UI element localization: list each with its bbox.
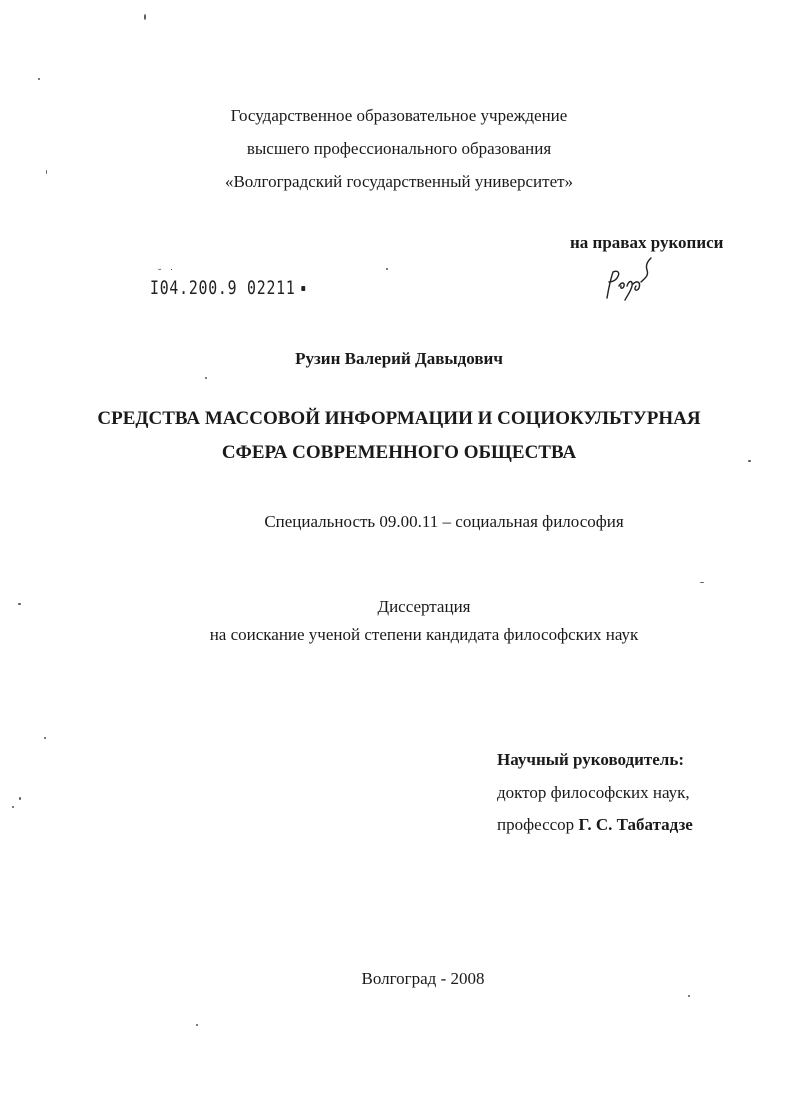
- library-stamp: [150, 277, 305, 299]
- institution-line-2: высшего профессионального образования: [246, 139, 552, 158]
- scan-speck: [386, 268, 388, 270]
- adviser-rank: профессор: [497, 815, 575, 834]
- manuscript-rights-note: на правах рукописи: [570, 233, 724, 252]
- signature-icon: [603, 256, 655, 302]
- scan-speck: [44, 737, 46, 739]
- scan-speck: [18, 603, 21, 605]
- scan-speck: [748, 460, 751, 462]
- place-year: Волгоград - 2008: [361, 969, 485, 988]
- institution-line-3: «Волгоградский государственный университет»: [224, 172, 574, 191]
- institution-line-1: Государственное образовательное учреждение: [230, 106, 568, 125]
- scan-speck: [205, 377, 207, 379]
- scan-speck: [12, 806, 14, 808]
- scan-speck: [19, 797, 21, 800]
- adviser-degree: доктор философских наук,: [497, 783, 690, 802]
- stamp-number: 04.200.9 02211: [159, 277, 296, 299]
- stamp-dot: [301, 286, 305, 291]
- scan-speck: [688, 995, 690, 997]
- stamp-mark: ˘ ˙: [158, 268, 177, 279]
- dissertation-label: Диссертация: [377, 597, 471, 616]
- adviser-rank-name: [497, 815, 693, 835]
- adviser-name: Г. С. Табатадзе: [578, 815, 693, 834]
- author-name: Рузин Валерий Давыдович: [295, 349, 503, 368]
- adviser-heading: Научный руководитель:: [497, 750, 684, 769]
- scan-speck: [144, 14, 146, 20]
- dissertation-title-line-2: СФЕРА СОВРЕМЕННОГО ОБЩЕСТВА: [221, 442, 577, 463]
- scan-speck: [196, 1024, 198, 1026]
- dissertation-title-line-1: СРЕДСТВА МАССОВОЙ ИНФОРМАЦИИ И СОЦИОКУЛЬТУРНАЯ: [97, 408, 701, 429]
- specialty-line: Специальность 09.00.11 – социальная философия: [264, 512, 624, 531]
- scan-speck: [38, 78, 40, 80]
- scan-speck: [700, 582, 704, 583]
- dissertation-degree: на соискание ученой степени кандидата философских наук: [209, 625, 639, 644]
- stamp-prefix: I: [150, 277, 160, 299]
- scan-speck: [46, 170, 47, 174]
